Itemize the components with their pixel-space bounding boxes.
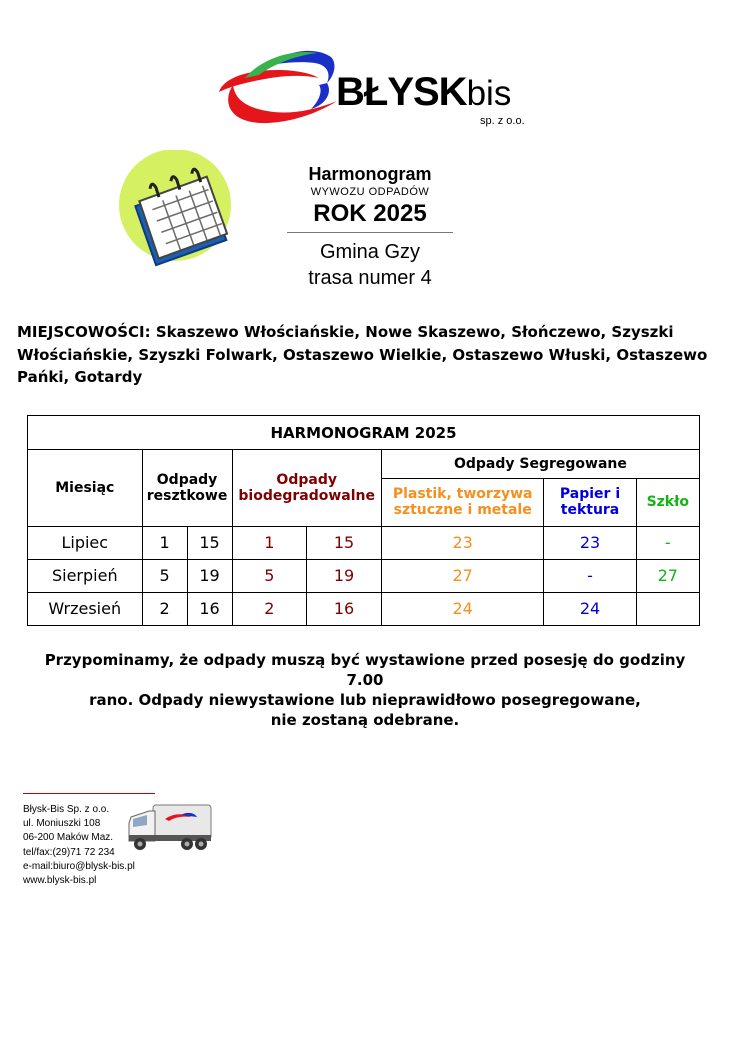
bio-date-cell: 5 [232,559,307,592]
plastic-date-cell: 27 [381,559,544,592]
header-paper: Papier i tektura [544,479,636,526]
footer-divider [23,793,155,794]
calendar-icon [115,150,237,270]
company-logo [215,45,540,135]
header-month: Miesiąc [28,450,143,526]
title-block [285,163,455,291]
reminder-note [25,650,705,730]
title-gmina: Gmina Gzy [319,241,421,263]
mixed-date-cell: 2 [142,592,187,625]
footer-website: www.blysk-bis.pl [23,875,97,887]
localities-list: Skaszewo Włościańskie, Nowe Skaszewo, Słończewo, Szyszki Włościańskie, Szyszki Folwark, Ostaszewo Wielkie, Ostaszewo Włuski, Ostaszewo Pańki, Gotardy [17,323,708,386]
paper-date-cell: 23 [544,526,636,559]
logo-name: BŁYSK [336,70,467,114]
header-segregated: Odpady Segregowane [381,450,699,479]
table-row [28,592,700,625]
header-plastic: Plastik, tworzywa sztuczne i metale [381,479,544,526]
localities-paragraph [17,321,717,389]
month-cell: Lipiec [28,526,143,559]
month-cell: Wrzesień [28,592,143,625]
glass-date-cell: - [636,526,699,559]
footer-email: e-mail:biuro@blysk-bis.pl [23,860,135,872]
mixed-date-cell: 1 [142,526,187,559]
localities-label: MIEJSCOWOŚCI: [17,323,151,341]
title-divider [287,232,453,233]
bio-date-cell: 2 [232,592,307,625]
table-row [28,559,700,592]
plastic-date-cell: 23 [381,526,544,559]
reminder-line-1: Przypominamy, że odpady muszą być wystawione przed posesję do godziny 7.00 [44,651,686,689]
title-main: Harmonogram [308,164,432,184]
logo-suffix: bis [466,74,512,113]
paper-date-cell: - [544,559,636,592]
reminder-line-3: nie zostaną odebrane. [270,711,460,729]
table-row [28,526,700,559]
bio-date-cell: 19 [307,559,382,592]
reminder-line-2: rano. Odpady niewystawione lub nieprawidłowo posegregowane, [89,691,641,709]
logo-subtitle: sp. z o.o. [480,115,525,127]
paper-date-cell: 24 [544,592,636,625]
title-route: trasa numer 4 [308,267,432,289]
header-glass: Szkło [636,479,699,526]
footer-street: ul. Moniuszki 108 [23,818,101,830]
logo-swoosh-icon [215,45,345,135]
footer-contact [23,803,135,888]
mixed-date-cell: 15 [187,526,232,559]
header-bio-waste: Odpady biodegradowalne [232,450,381,526]
schedule-table [27,415,700,626]
title-sub: WYWOZU ODPADÓW [310,186,430,198]
bio-date-cell: 16 [307,592,382,625]
plastic-date-cell: 24 [381,592,544,625]
month-cell: Sierpień [28,559,143,592]
glass-date-cell: 27 [636,559,699,592]
mixed-date-cell: 16 [187,592,232,625]
footer-phone: tel/fax:(29)71 72 234 [23,846,115,858]
bio-date-cell: 1 [232,526,307,559]
mixed-date-cell: 19 [187,559,232,592]
title-year: ROK 2025 [313,200,427,227]
bio-date-cell: 15 [307,526,382,559]
footer-city: 06-200 Maków Maz. [23,832,114,844]
garbage-truck-icon [125,797,215,853]
schedule-title: HARMONOGRAM 2025 [28,416,700,450]
glass-date-cell [636,592,699,625]
mixed-date-cell: 5 [142,559,187,592]
header-mixed-waste: Odpady resztkowe [142,450,232,526]
footer-company: Błysk-Bis Sp. z o.o. [23,804,110,815]
